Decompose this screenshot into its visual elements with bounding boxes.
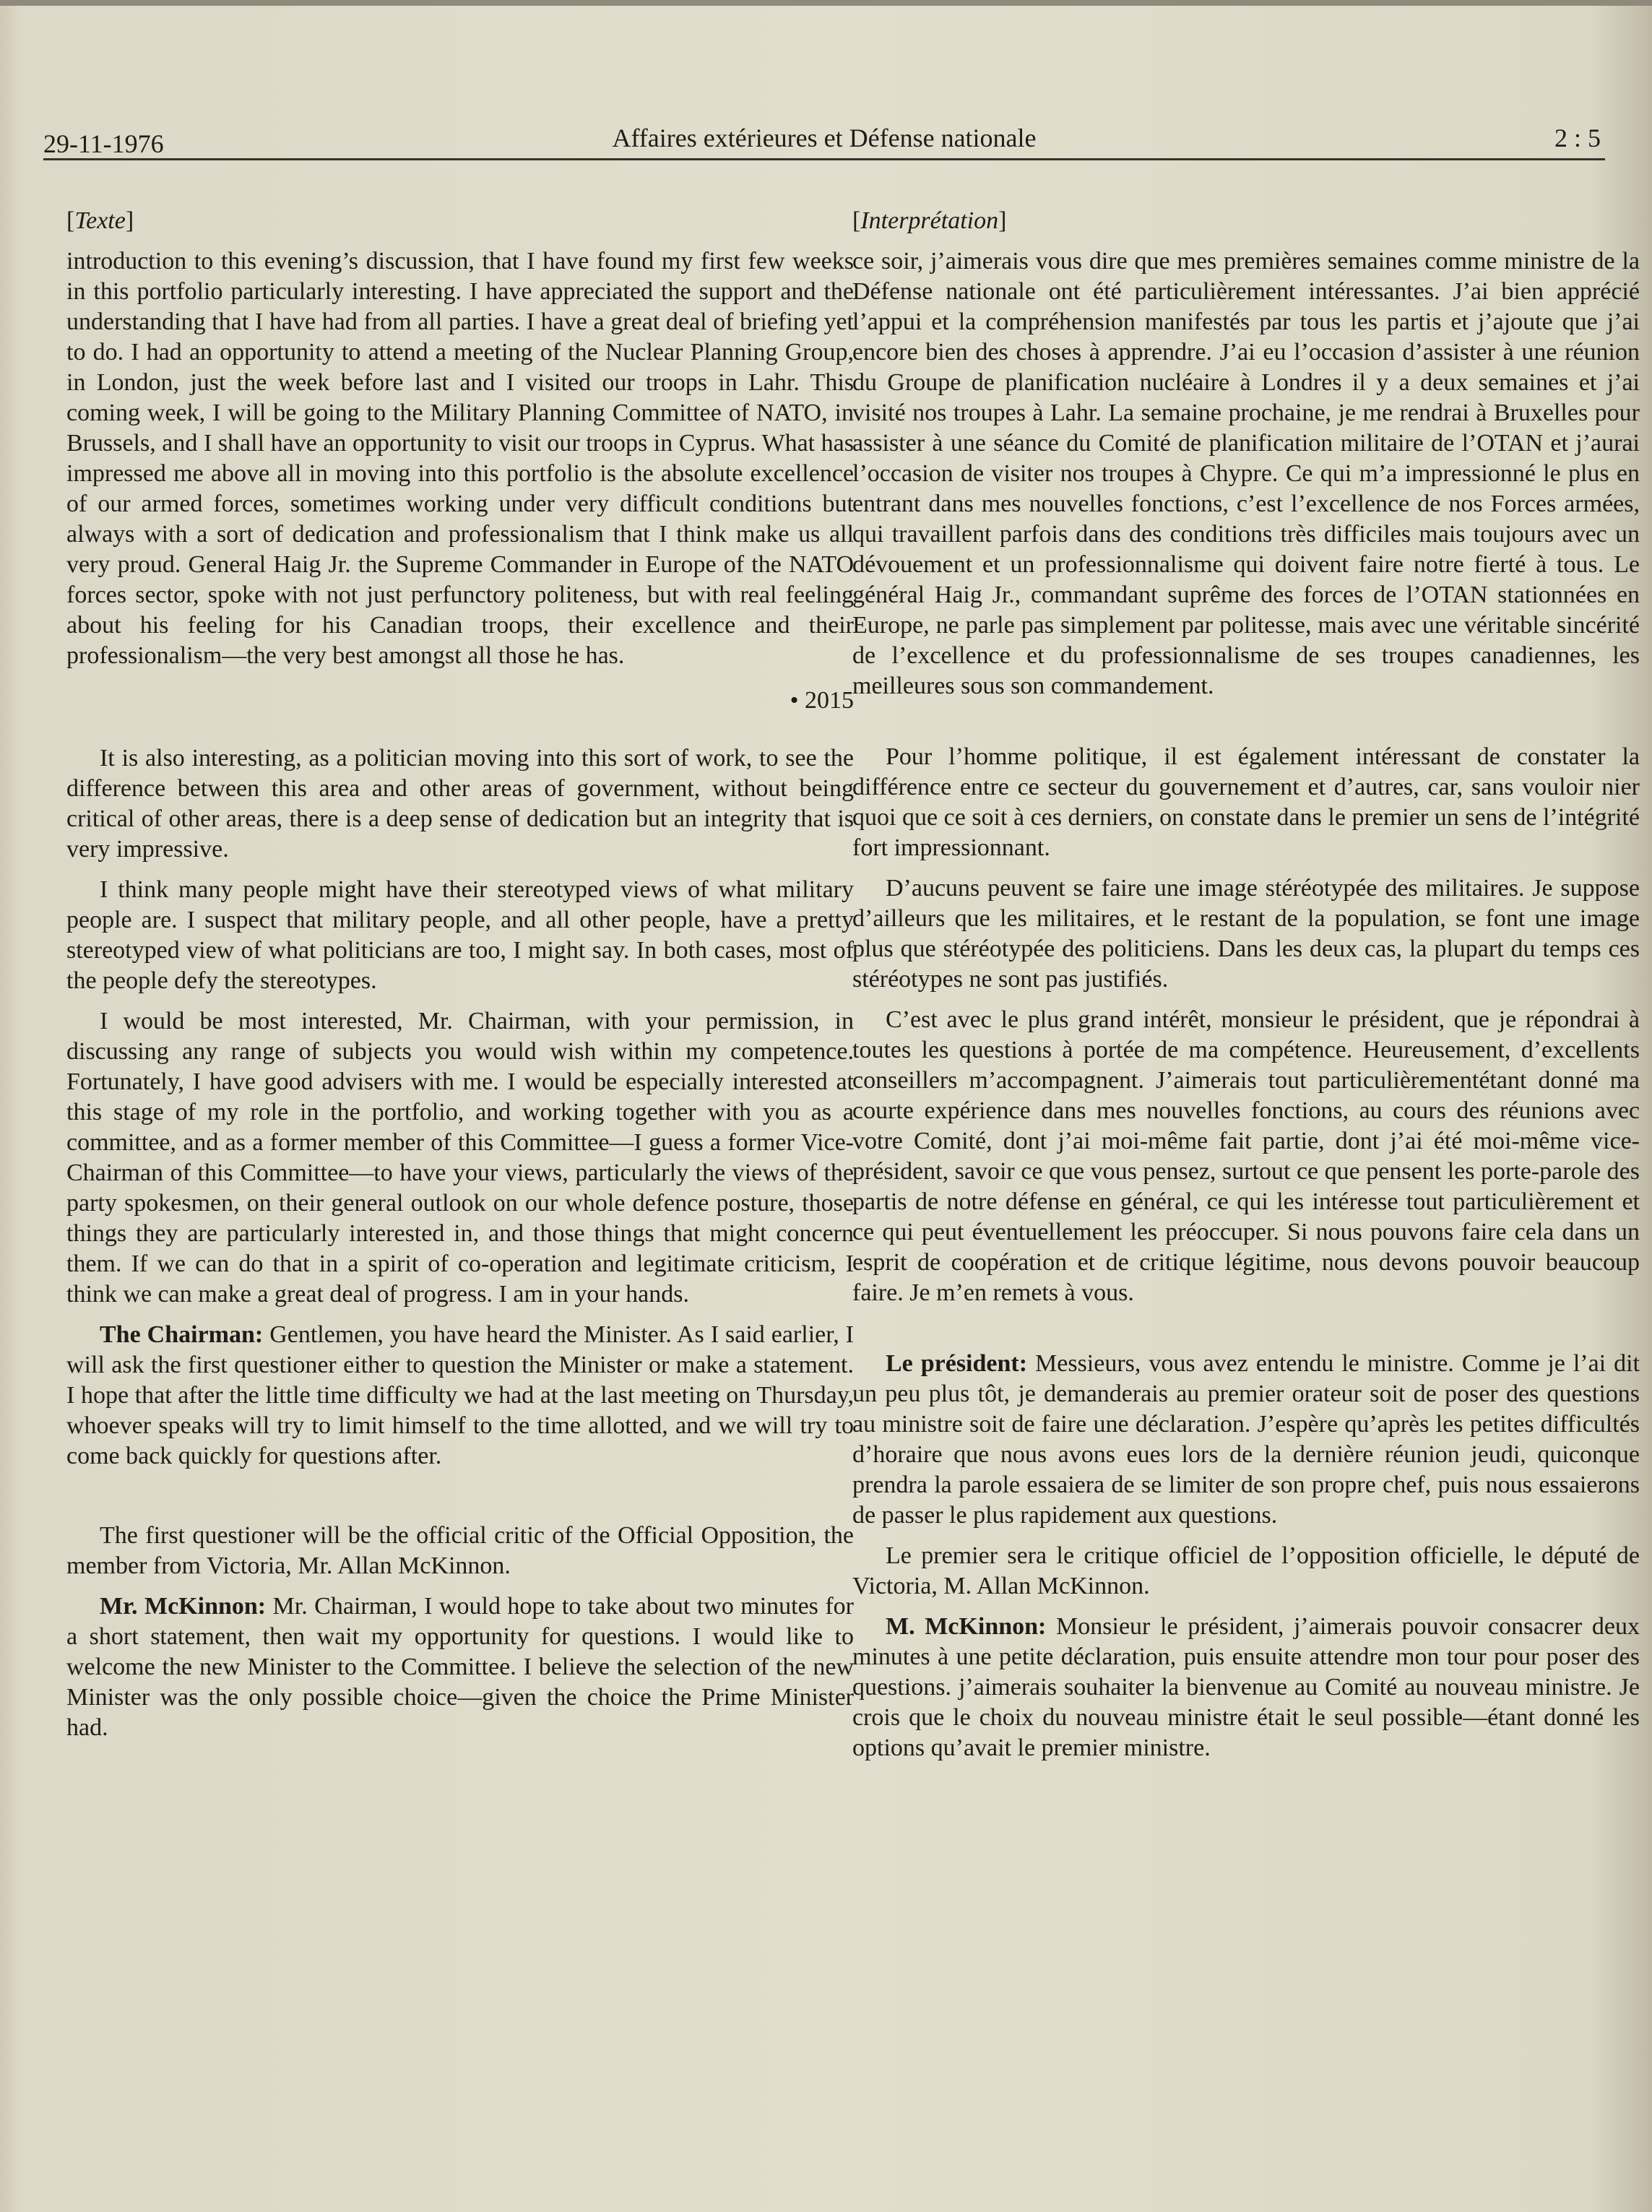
speaker-paragraph — [852, 1612, 1640, 1763]
spacer — [852, 701, 1640, 742]
time-marker: • 2015 — [790, 687, 854, 714]
paragraph: D’aucuns peuvent se faire une image stéréotypée des militaires. Je suppose d’ailleurs que les militaires, et le restant de la population, se font une image plus que stéréotypée des politiciens. Dans les deux cas, la plupart du temps ces stéréotypes ne sont pas justifiés. — [852, 875, 1640, 993]
speaker-name: M. McKinnon: — [886, 1613, 1047, 1640]
speaker-paragraph — [66, 1591, 854, 1743]
paragraph: It is also interesting, as a politician moving into this sort of work, to see the difference between this area and other areas of government, without being critical of other areas, there is a deep sense of dedication but an integrity that is very impressive. — [66, 745, 854, 863]
paragraph: C’est avec le plus grand intérêt, monsieur le président, que je répondrai à toutes les questions à portée de ma compétence. Heureusement, d’excellents conseillers m’accompagnent. J’aimerais tout particulièrementétant donné ma courte expérience dans mes nouvelles fonctions, au cours des réunions avec votre Comité, dont j’ai moi-même fait partie, dont j’ai été moi-même vice-président, savoir ce que vous pensez, surtout ce que pensent les porte-parole des partis de notre défense en général, ce qui les intéresse tout particulièrement et ce qui peut éventuellement les préoccuper. Si nous pouvons faire cela dans un esprit de coopération et de critique légitime, nous devons pouvoir beaucoup faire. Je m’en remets à vous. — [852, 1006, 1640, 1306]
page-header — [43, 121, 1605, 159]
spacer — [852, 1308, 1640, 1349]
paragraph: I would be most interested, Mr. Chairman, with your permission, in discussing any range of subjects you would wish within my competence. Fortunately, I have good advisers with me. I would be especially interested at this stage of my role in the portfolio, and working together with you as a committee, and as a former member of this Committee—I guess a former Vice-Chairman of this Committee—to have your views, particularly the views of the party spokesmen, on their general outlook on our whole defence posture, those things they are particularly interested in, and those things that might concern them. If we can do that in a spirit of co-operation and legitimate criticism, I think we can make a great deal of progress. I am in your hands. — [66, 1008, 854, 1308]
language-tag: [Texte] — [66, 207, 134, 234]
header-page-number: 2 : 5 — [1554, 124, 1601, 152]
language-tag: [Interprétation] — [852, 207, 1007, 234]
english-column — [66, 206, 854, 1743]
paragraph: The first questioner will be the official critic of the Official Opposition, the member from Victoria, Mr. Allan McKinnon. — [66, 1522, 854, 1579]
spacer — [66, 1472, 854, 1521]
header-title: Affaires extérieures et Défense nationale — [612, 124, 1037, 152]
paragraph: introduction to this evening’s discussion, that I have found my first few weeks in this portfolio particularly interesting. I have appreciated the support and the understanding that I have had from all parties. I have a great deal of briefing yet to do. I had an opportunity to attend a meeting of the Nuclear Planning Group, in London, just the week before last and I visited our troops in Lahr. This coming week, I will be going to the Military Planning Committee of NATO, in Brussels, and I shall have an opportunity to visit our troops in Cyprus. What has impressed me above all in moving into this portfolio is the absolute excellence of our armed forces, sometimes working under very difficult conditions but always with a sort of dedication and professionalism that I think make us all very proud. General Haig Jr. the Supreme Commander in Europe of the NATO forces sector, spoke with not just perfunctory politeness, but with real feeling about his feeling for his Canadian troops, their excellence and their professionalism—the very best amongst all those he has. — [66, 248, 854, 669]
speech-text: Mr. Chairman, I would hope to take about two minutes for a short statement, then wait my opportunity for questions. I would like to welcome the new Minister to the Committee. I believe the selection of the new Minister was the only possible choice—given the choice the Prime Minister had. — [66, 1593, 854, 1741]
paragraph: ce soir, j’aimerais vous dire que mes premières semaines comme ministre de la Défense nationale ont été particulièrement intéressantes. J’ai bien apprécié l’appui et la compréhension manifestés par tous les partis et j’ajoute que j’ai encore bien des choses à apprendre. J’ai eu l’occasion d’assister à une réunion du Groupe de planification nucléaire à Londres il y a deux semaines et j’ai visité nos troupes à Lahr. La semaine prochaine, je me rendrai à Bruxelles pour assister à une séance du Comité de planification militaire de l’OTAN et j’aurai l’occasion de visiter nos troupes à Chypre. Ce qui m’a impressionné le plus en entrant dans mes nouvelles fonctions, c’est l’excellence de nos Forces armées, qui travaillent parfois dans des conditions très difficiles mais toujours avec un dévouement et un professionnalisme qui doivent faire notre fierté à tous. Le général Haig Jr., commandant suprême des forces de l’OTAN stationnées en Europe, ne parle pas simplement par politesse, mais avec une véritable sincérité de l’excellence et du professionnalisme de ses troupes canadiennes, les meilleures sous son commandement. — [852, 248, 1640, 699]
speaker-name: Le président: — [886, 1350, 1028, 1377]
paragraph: Le premier sera le critique officiel de l’opposition officielle, le député de Victoria, M. Allan McKinnon. — [852, 1542, 1640, 1599]
french-column — [852, 206, 1640, 1763]
speaker-name: The Chairman: — [100, 1321, 264, 1348]
paragraph: I think many people might have their stereotyped views of what military people are. I suspect that military people, and all other people, have a pretty stereotyped view of what politicians are too, I might say. In both cases, most of the people defy the stereotypes. — [66, 876, 854, 994]
speaker-paragraph — [852, 1349, 1640, 1531]
header-rule — [43, 158, 1605, 160]
paragraph: Pour l’homme politique, il est également intéressant de constater la différence entre ce secteur du gouvernement et d’autres, car, sans vouloir nier quoi que ce soit à ces derniers, on constate dans le premier un sens de l’intégrité fort impressionnant. — [852, 743, 1640, 861]
speaker-name: Mr. McKinnon: — [100, 1593, 267, 1620]
scan-edge — [0, 0, 1652, 6]
speech-text: Gentlemen, you have heard the Minister. As I said earlier, I will ask the first questioner either to question the Minister or make a statement. I hope that after the little time difficulty we had at the last meeting on Thursday, whoever speaks will try to limit himself to the time allotted, and we will try to come back quickly for questions after. — [66, 1321, 855, 1469]
speech-text: Monsieur le président, j’aimerais pouvoir consacrer deux minutes à une petite déclaration, puis ensuite attendre mon tour pour poser des questions. j’aimerais souhaiter la bienvenue au Comité au nouveau ministre. Je crois que le choix du nouveau ministre était le seul possible—étant donné les options qu’avait le premier ministre. — [852, 1613, 1640, 1761]
speaker-paragraph — [66, 1320, 854, 1472]
header-date: 29-11-1976 — [43, 129, 164, 158]
speech-text: Messieurs, vous avez entendu le ministre. Comme je l’ai dit un peu plus tôt, je demanderais au premier orateur soit de poser des questions au ministre soit de faire une déclaration. J’espère qu’après les petites difficultés d’horaire que nous avons eues lors de la dernière réunion jeudi, quiconque prendra la parole essaiera de se limiter de son propre chef, puis nous essaierons de passer le plus rapidement aux questions. — [852, 1350, 1640, 1529]
